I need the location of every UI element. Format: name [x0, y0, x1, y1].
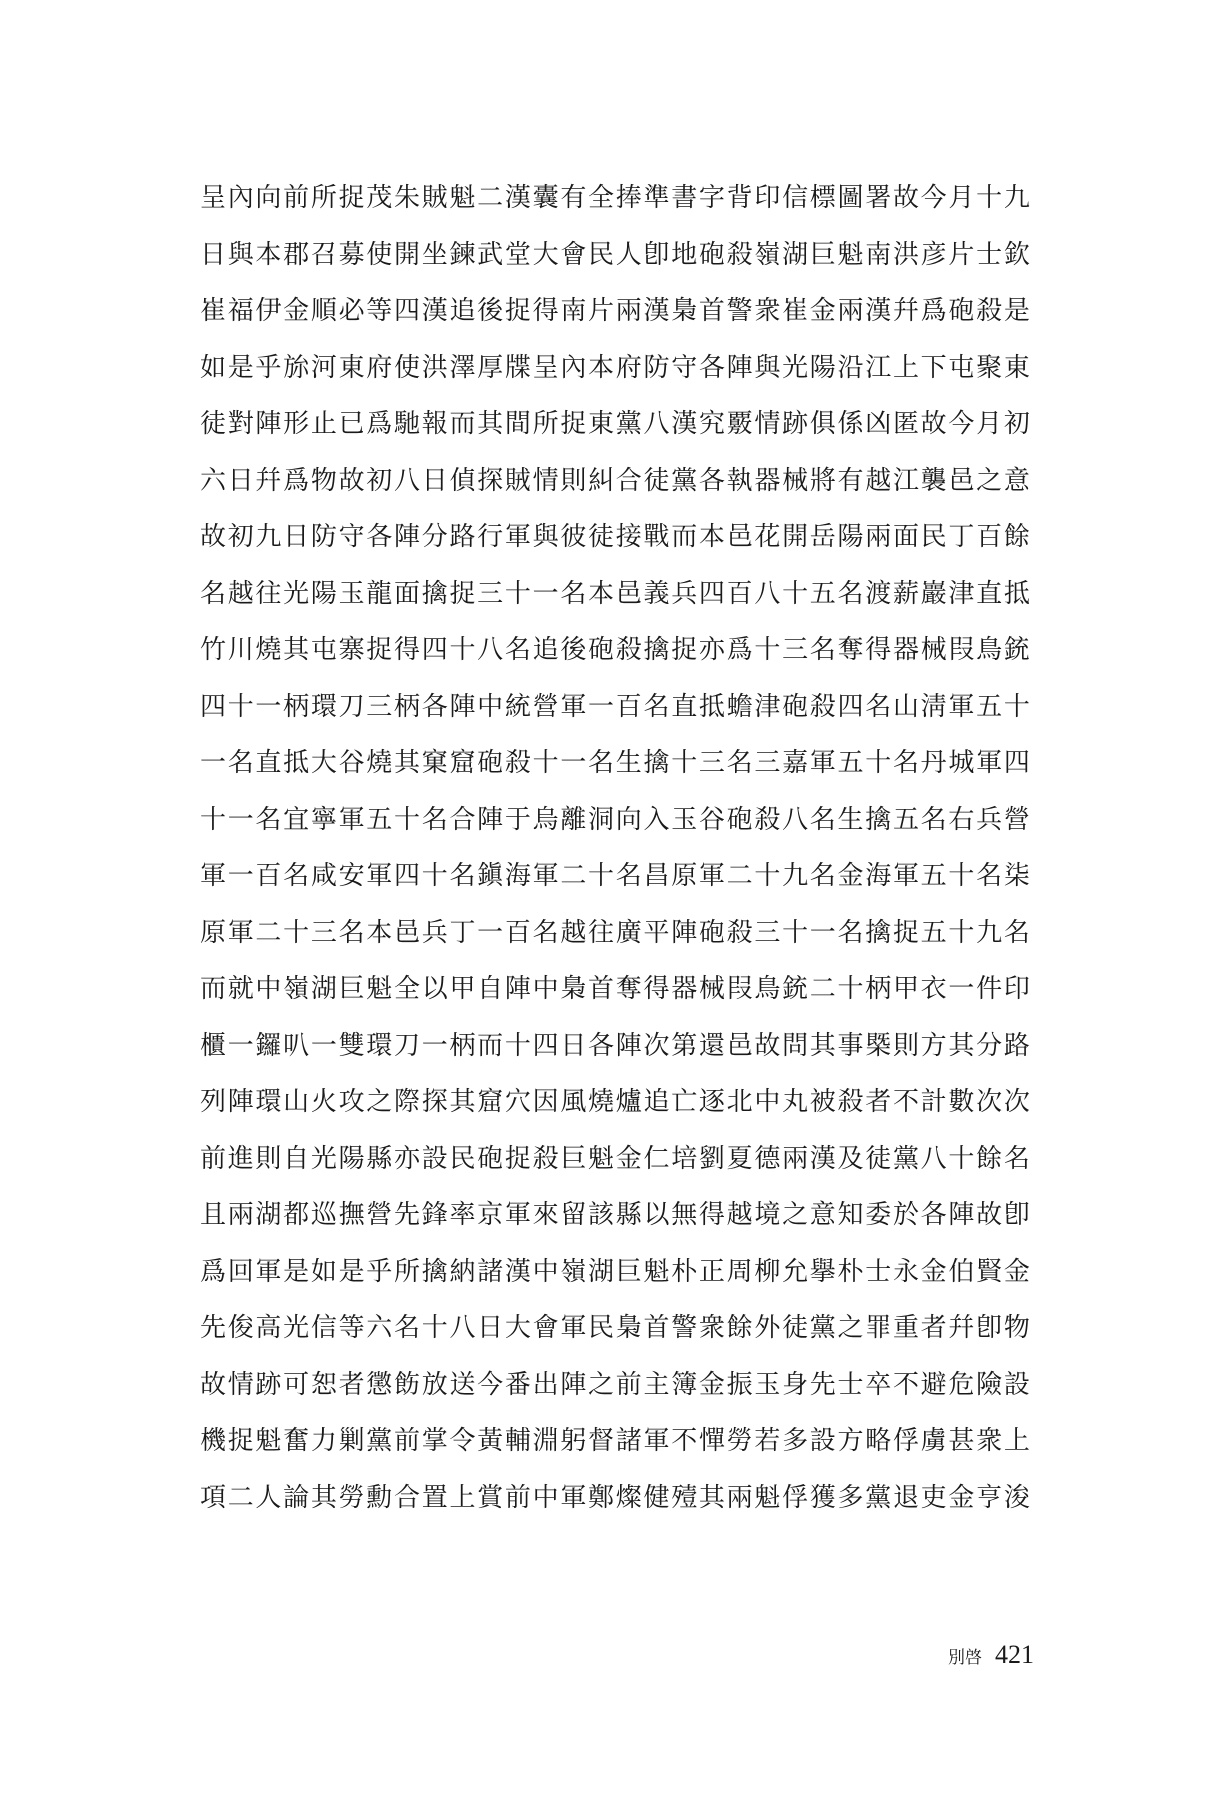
text-line: 故情跡可恕者懲飭放送今番出陣之前主簿金振玉身先士卒不避危險設 [200, 1369, 1030, 1400]
text-line: 軍一百名咸安軍四十名鎭海軍二十名昌原軍二十九名金海軍五十名柒 [200, 861, 1030, 891]
text-line: 四十一柄環刀三柄各陣中統營軍一百名直抵蟾津砲殺四名山淸軍五十 [200, 691, 1030, 722]
text-line: 六日幷爲物故初八日偵探賊情則糾合徒黨各執器械將有越江襲邑之意 [200, 465, 1030, 496]
body-text [200, 170, 1030, 1526]
text-line: 十一名宜寧軍五十名合陣于烏離洞向入玉谷砲殺八名生擒五名右兵營 [200, 804, 1030, 835]
text-line: 呈內向前所捉茂朱賊魁二漢囊有全捧準書字背印信標圖署故今月十九 [200, 183, 1030, 213]
text-line: 爲回軍是如是乎所擒納諸漢中嶺湖巨魁朴正周柳允擧朴士永金伯賢金 [200, 1256, 1030, 1287]
text-line: 故初九日防守各陣分路行軍與彼徒接戰而本邑花開岳陽兩面民丁百餘 [200, 522, 1030, 552]
text-line: 列陣環山火攻之際探其窟穴因風燒爐追亡逐北中丸被殺者不計數次次 [200, 1087, 1030, 1117]
text-line: 項二人論其勞勳合置上賞前中軍鄭燦健殪其兩魁俘獲多黨退吏金亨浚 [200, 1482, 1030, 1513]
text-line: 日與本郡召募使開坐鍊武堂大會民人卽地砲殺嶺湖巨魁南洪彦片士欽 [200, 239, 1030, 270]
text-line: 前進則自光陽縣亦設民砲捉殺巨魁金仁培劉夏德兩漢及徒黨八十餘名 [200, 1143, 1030, 1174]
page-number: 421 [995, 1640, 1034, 1669]
text-line: 一名直抵大谷燒其窠窟砲殺十一名生擒十三名三嘉軍五十名丹城軍四 [200, 748, 1030, 778]
text-line: 櫃一鑼叭一雙環刀一柄而十四日各陣次第還邑故問其事槩則方其分路 [200, 1030, 1030, 1061]
section-label: 別啓 [948, 1648, 982, 1668]
text-line: 崔福伊金順必等四漢追後捉得南片兩漢梟首警衆崔金兩漢幷爲砲殺是 [200, 296, 1030, 326]
text-line: 竹川燒其屯寨捉得四十八名追後砲殺擒捉亦爲十三名奪得器械叚鳥銃 [200, 635, 1030, 665]
text-line: 機捉魁奮力剿黨前掌令黃輔淵躬督諸軍不憚勞若多設方略俘虜甚衆上 [200, 1426, 1030, 1456]
text-line: 名越往光陽玉龍面擒捉三十一名本邑義兵四百八十五名渡薪巖津直抵 [200, 578, 1030, 609]
text-line: 徒對陣形止已爲馳報而其間所捉東黨八漢究覈情跡俱係凶匿故今月初 [200, 409, 1030, 439]
text-line: 且兩湖都巡撫營先鋒率京軍來留該縣以無得越境之意知委於各陣故卽 [200, 1200, 1030, 1230]
text-line: 先俊高光信等六名十八日大會軍民梟首警衆餘外徒黨之罪重者幷卽物 [200, 1313, 1030, 1343]
text-line: 而就中嶺湖巨魁全以甲自陣中梟首奪得器械叚鳥銃二十柄甲衣一件印 [200, 974, 1030, 1004]
text-line: 原軍二十三名本邑兵丁一百名越往廣平陣砲殺三十一名擒捉五十九名 [200, 917, 1030, 948]
page-footer [948, 1640, 1034, 1673]
text-line: 如是乎旀河東府使洪澤厚牒呈內本府防守各陣與光陽沿江上下屯聚東 [200, 352, 1030, 383]
